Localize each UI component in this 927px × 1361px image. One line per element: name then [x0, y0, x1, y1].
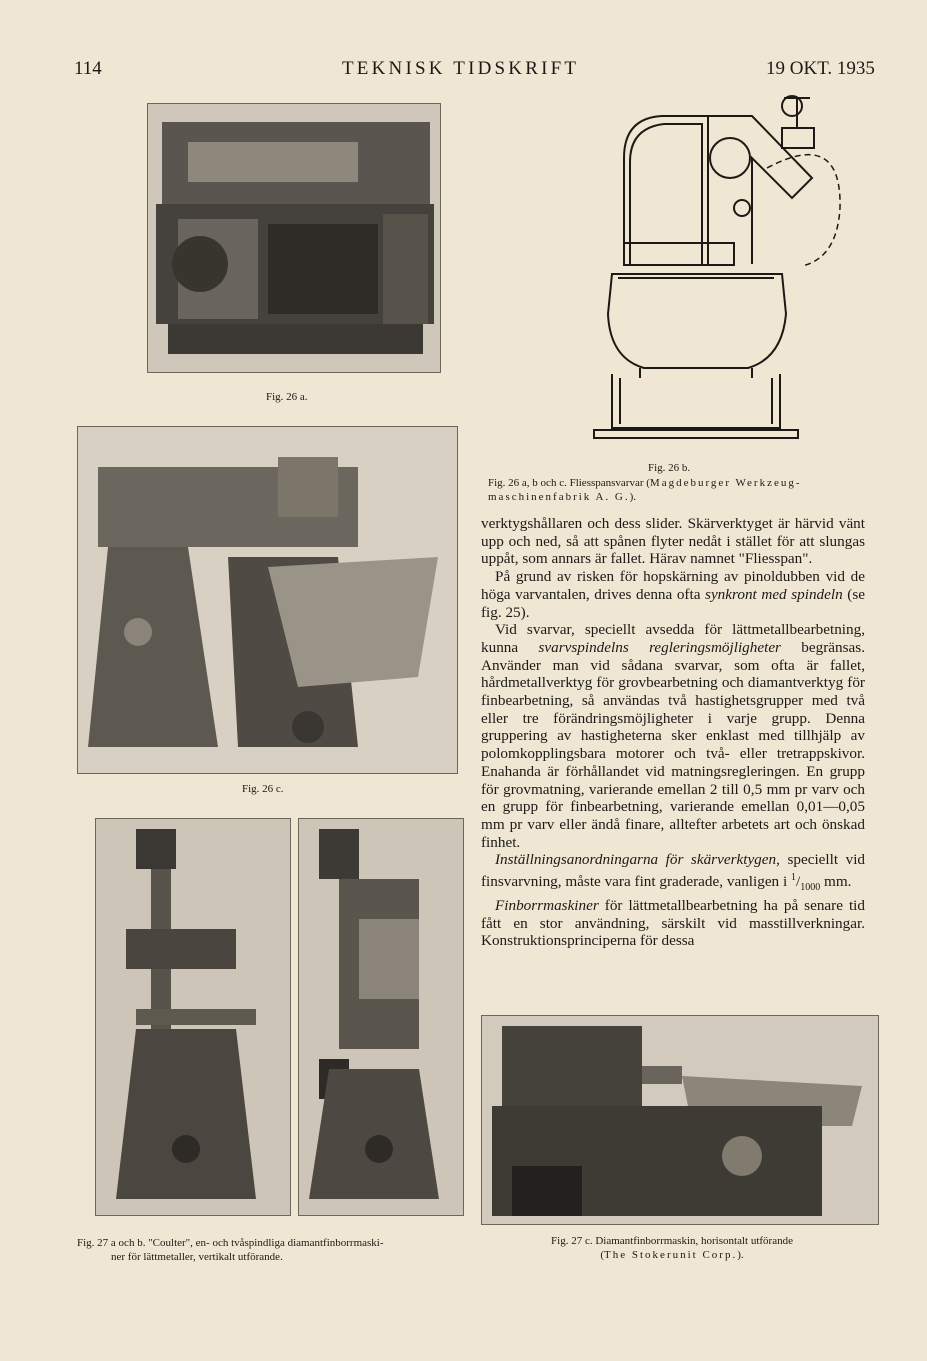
- figure-26b-label: Fig. 26 b.: [648, 462, 691, 474]
- figure-26a-label: Fig. 26 a.: [266, 391, 308, 403]
- paragraph-3: Vid svarvar, speciellt avsedda för lättmetallbearbetning, kunna svarvspindelns regleringsmöjligheter begränsas. Använder man vid sådana svarvar, som ofta är fallet, hårdmetallverktyg för grovbearbetning och diamantverktyg för finbearbetning, så användas två hastighetsgrupper med två eller tre förändringsmöjligheter i varje grupp. Denna gruppering av hastigheterna sker enklast med tillhjälp av polomkopplingsbara motorer och två- eller tretrappskivor. Enahanda är förhållandet vid matningsregleringen. En grupp för grovmatning, varierande emellan 2 till 0,5 mm pr varv och en grupp för finbearbetning, varierande emellan 0,01—0,05 mm pr varv eller ändå finare, alltefter arbetets art och önskad finhet.: [481, 621, 865, 851]
- paragraph-2: På grund av risken för hopskärning av pinoldubben vid de höga varvantalen, drives denna ofta synkront med spindeln (se fig. 25).: [481, 568, 865, 621]
- figure-27a-photo: [95, 818, 291, 1216]
- figure-26-caption-end: ).: [629, 491, 637, 503]
- figure-26b-drawing: [552, 88, 860, 444]
- figure-26c-photo: [77, 426, 458, 774]
- figure-26-caption: [488, 476, 868, 504]
- figure-27ab-caption-line1: Fig. 27 a och b. "Coulter", en- och tvåspindliga diamantfinborrmaski-: [77, 1237, 384, 1249]
- issue-date: 19 OKT. 1935: [766, 58, 875, 79]
- figure-26-caption-text: Fliesspansvarvar (: [569, 477, 650, 489]
- figure-27c-caption-line1: Fig. 27 c. Diamantfinborrmaskin, horisontalt utförande: [551, 1235, 793, 1247]
- figure-27ab-caption-line2: ner för lättmetaller, vertikalt utförande.: [111, 1251, 283, 1263]
- page-number: 114: [74, 58, 102, 79]
- figure-27c-caption-maker: The Stokerunit Corp.: [604, 1249, 738, 1261]
- figure-27ab-caption: [77, 1236, 477, 1264]
- figure-26-caption-maker: Magdeburger Werkzeug-maschinenfabrik A. G.: [488, 477, 802, 503]
- figure-27b-photo: [298, 818, 464, 1216]
- journal-title: TEKNISK TIDSKRIFT: [342, 58, 580, 79]
- figure-27c-photo: [481, 1015, 879, 1225]
- paragraph-5: Finborrmaskiner för lättmetallbearbetning ha på senare tid fått en stor användning, särskilt vid masstillverkningar. Konstruktionsprinciperna för dessa: [481, 896, 865, 950]
- paragraph-1: verktygshållaren och dess slider. Skärverktyget är härvid vänt upp och ned, så att spånen flyter nedåt i stället för att slungas uppåt, som annars är fallet. Härav namnet "Fliesspan".: [481, 515, 865, 568]
- figure-26a-photo: [147, 103, 441, 373]
- figure-27c-caption: Fig. 27 c. Diamantfinborrmaskin, horisontalt utförande (The Stokerunit Corp.).: [512, 1234, 832, 1262]
- figure-26c-label: Fig. 26 c.: [242, 783, 284, 795]
- paragraph-4: Inställningsanordningarna för skärverktygen, speciellt vid finsvarvning, måste vara fint graderade, vanligen i $^1/_{1000}$ mm.: [481, 851, 866, 894]
- figure-26-caption-prefix: Fig. 26 a, b och c.: [488, 477, 567, 489]
- article-body: [481, 515, 865, 950]
